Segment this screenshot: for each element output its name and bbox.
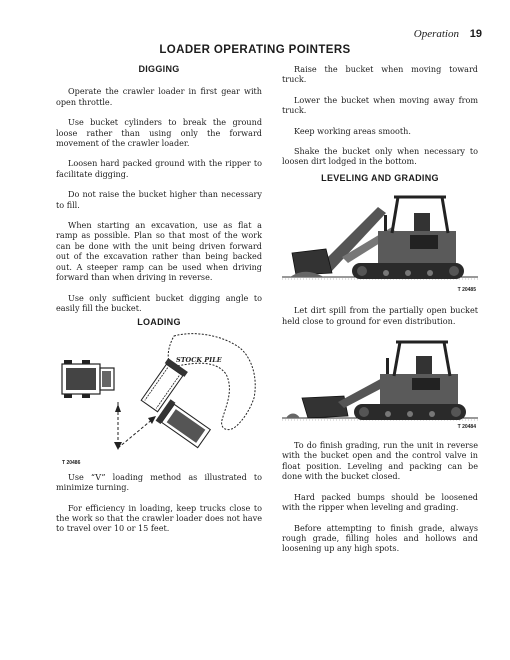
loading-figure-id: T 20486 xyxy=(62,459,81,466)
leveling-paragraph-2: To do finish grading, run the unit in reverse with the bucket open and the control valve in float position. Leveling and packing can be done with the bucket closed. xyxy=(282,440,478,482)
section-name: Operation xyxy=(413,28,459,40)
spreading-figure-id: T 20485 xyxy=(457,287,476,294)
digging-paragraph-5: When starting an excavation, use as flat a ramp as possible. Plan so that most of the work can be done with the unit being driven forward out of the excavation rather than being backed out. A steeper ramp can be used when driving forward than when driving in reverse. xyxy=(56,220,262,283)
spreading-illustration xyxy=(282,187,478,297)
leveling-paragraph-4: Before attempting to finish grade, always rough grade, filling holes and hollows and loosening up any high spots. xyxy=(282,522,478,554)
loading-paragraph-5: Keep working areas smooth. xyxy=(294,125,411,136)
loading-paragraph-2: For efficiency in loading, keep trucks close to the work so that the crawler loader does not have to travel over 10 or 15 feet. xyxy=(56,502,262,534)
leveling-heading: LEVELING AND GRADING xyxy=(321,172,439,183)
grading-figure-id: T 20484 xyxy=(457,424,476,431)
page-title: LOADER OPERATING POINTERS xyxy=(159,44,351,56)
loader-spreading-image xyxy=(282,187,478,297)
digging-paragraph-4: Do not raise the bucket higher than necessary to fill. xyxy=(56,189,262,210)
stock-pile-label: STOCK PILE xyxy=(176,355,222,364)
leveling-paragraph-3: Hard packed bumps should be loosened with the ripper when leveling and grading. xyxy=(282,491,478,513)
loader-grading-image xyxy=(282,336,478,432)
digging-heading: DIGGING xyxy=(138,64,180,74)
grading-illustration xyxy=(282,336,478,432)
digging-paragraph-2: Use bucket cylinders to break the ground loose rather than using only the forward movement of the crawler loader. xyxy=(56,117,262,149)
loading-paragraph-1: Use “V” loading method as illustrated to minimize turning. xyxy=(56,471,262,493)
loading-heading: LOADING xyxy=(137,317,181,328)
leveling-paragraph-1: Let dirt spill from the partially open bucket held close to ground for even distribution. xyxy=(282,305,478,326)
page-number: 19 xyxy=(469,28,482,40)
running-header xyxy=(414,28,482,40)
left-column xyxy=(56,64,262,534)
loading-paragraph-6: Shake the bucket only when necessary to loosen dirt lodged in the bottom. xyxy=(282,146,478,167)
v-loading-diagram xyxy=(56,330,262,470)
loading-paragraph-3: Raise the bucket when moving toward truck. xyxy=(282,64,478,85)
digging-paragraph-1: Operate the crawler loader in first gear with open throttle. xyxy=(56,86,262,107)
right-column xyxy=(282,64,478,554)
loading-paragraph-4: Lower the bucket when moving away from truck. xyxy=(282,94,478,116)
digging-paragraph-3: Loosen hard packed ground with the ripper to facilitate digging. xyxy=(56,158,262,179)
digging-paragraph-6: Use only sufficient bucket digging angle to easily fill the bucket. xyxy=(56,292,262,313)
v-loading-illustration xyxy=(56,330,262,470)
